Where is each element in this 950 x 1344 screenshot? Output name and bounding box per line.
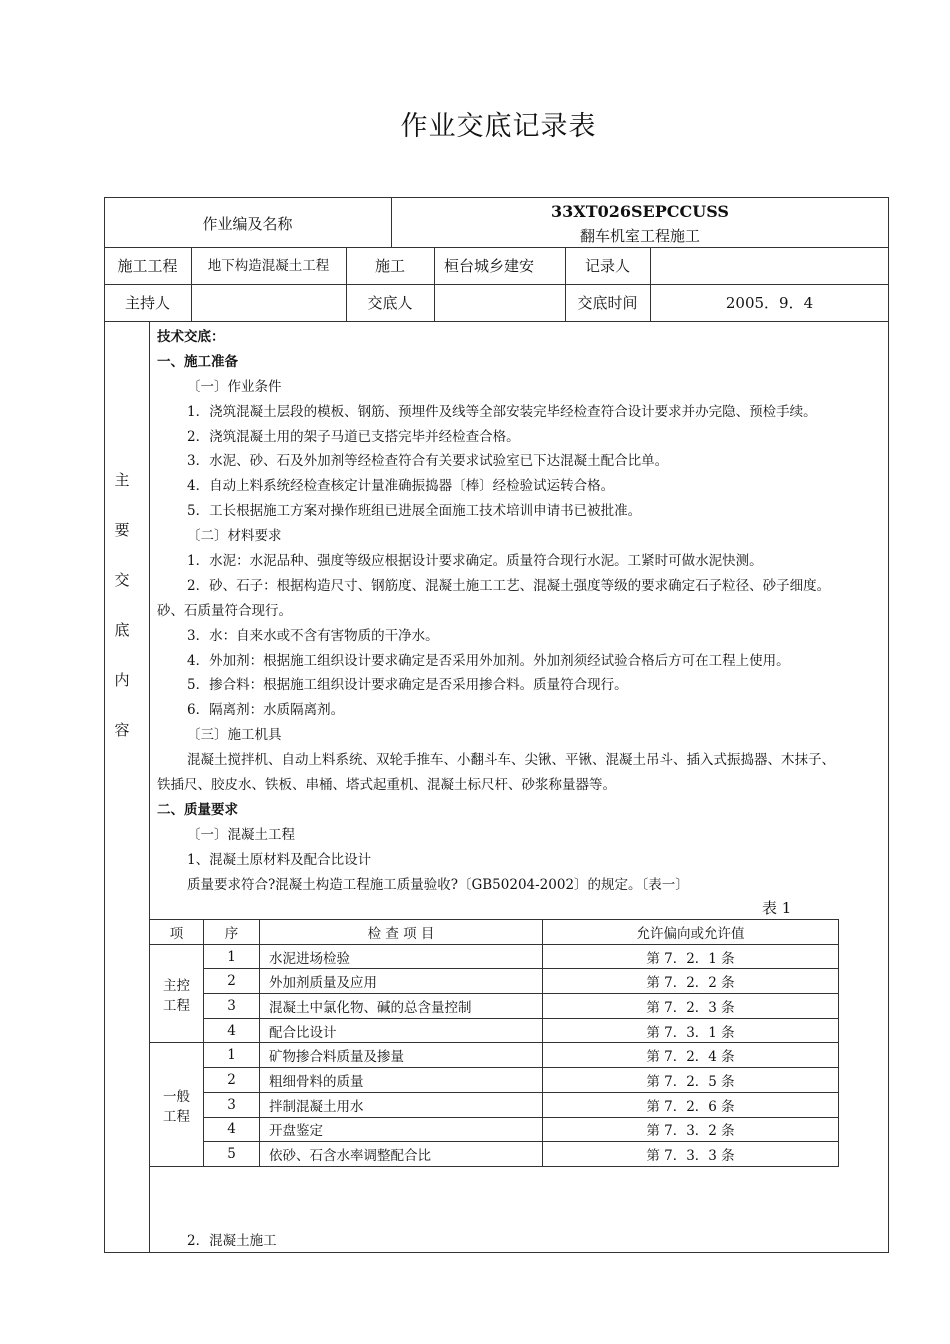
- table-row: [150, 1092, 839, 1117]
- main-content-side-label: [108, 470, 136, 770]
- content-line: 3．水泥、砂、石及外加剂等经检查符合有关要求试验室已下达混凝土配合比单。: [187, 453, 669, 470]
- row-number: 3: [204, 994, 260, 1019]
- row-item: 混凝土中氯化物、碱的总含量控制: [260, 994, 543, 1019]
- page-title: 作业交底记录表: [400, 111, 597, 142]
- table-header-row: [150, 920, 839, 945]
- table-row: [150, 969, 839, 994]
- recorder-label: 记录人: [584, 257, 630, 275]
- row-item: 拌制混凝土用水: [260, 1092, 543, 1117]
- content-line: 3．水：自来水或不含有害物质的干净水。: [187, 627, 439, 644]
- row-number: 2: [204, 1068, 260, 1093]
- table-row: [150, 1018, 839, 1043]
- subsection-heading: 〔一〕作业条件: [187, 378, 282, 395]
- content-line: 5．掺合料：根据施工组织设计要求确定是否采用掺合料。质量符合现行。: [187, 677, 628, 694]
- content-line: 2．浇筑混凝土用的架子马道已支搭完毕并经检查合格。: [187, 428, 520, 445]
- side-label-char: 容: [114, 721, 130, 739]
- subsection-heading: 〔二〕材料要求: [187, 528, 282, 545]
- content-line: 2．砂、石子：根据构造尺寸、钢筋度、混凝土施工工艺、混凝土强度等级的要求确定石子粒径、砂子细度。: [187, 577, 831, 594]
- side-label-char: 底: [114, 621, 130, 639]
- group-label-line: 工程: [163, 1108, 190, 1125]
- content-line: 4．自动上料系统经检查核定计量准确振捣器〔棒〕经检验试运转合格。: [187, 478, 615, 495]
- side-label-char: 交: [114, 571, 130, 589]
- group-label-line: 主控: [163, 977, 190, 994]
- row-item: 粗细骨料的质量: [260, 1068, 543, 1093]
- construction-label: 施工: [374, 257, 405, 275]
- content-line: 6．隔离剂：水质隔离剂。: [187, 702, 345, 719]
- row-value: 第 7．3．2 条: [543, 1117, 839, 1142]
- content-line: 质量要求符合?混凝土构造工程施工质量验收?〔GB50204-2002〕的规定。〔表一〕: [187, 876, 689, 893]
- table-row: [150, 1043, 839, 1068]
- project-label: 施工工程: [117, 257, 178, 275]
- row-number: 2: [204, 969, 260, 994]
- divider: [104, 284, 889, 285]
- row-value: 第 7．2．1 条: [543, 944, 839, 969]
- side-label-char: 要: [114, 521, 130, 539]
- content-line: 铁插尺、胶皮水、铁板、串桶、塔式起重机、混凝土标尺杆、砂浆称量器等。: [157, 777, 616, 794]
- row-number: 4: [204, 1117, 260, 1142]
- side-label-char: 内: [114, 671, 130, 689]
- section-heading: 一、施工准备: [157, 353, 238, 370]
- row-item: 矿物掺合料质量及掺量: [260, 1043, 543, 1068]
- row-value: 第 7．2．2 条: [543, 969, 839, 994]
- row-value: 第 7．2．4 条: [543, 1043, 839, 1068]
- table-caption: 表 1: [762, 899, 792, 917]
- table-header: 项: [150, 920, 204, 945]
- content-line: 4．外加剂：根据施工组织设计要求确定是否采用外加剂。外加剂须经试验合格后方可在工程上使用。: [187, 652, 790, 669]
- group-label-line: 工程: [163, 997, 190, 1014]
- table-row: [150, 1142, 839, 1167]
- row-number: 4: [204, 1018, 260, 1043]
- group-label-main-control: [150, 944, 204, 1043]
- section-heading: 二、质量要求: [157, 801, 238, 818]
- work-code-value: 33XT026SEPCCUSS: [551, 202, 729, 221]
- content-line: 5．工长根据施工方案对操作班组已进展全面施工技术培训申请书已被批准。: [187, 503, 642, 520]
- content-line: 1．水泥：水泥品种、强度等级应根据设计要求确定。质量符合现行水泥。工紧时可做水泥快测。: [187, 553, 763, 570]
- row-value: 第 7．2．5 条: [543, 1068, 839, 1093]
- content-line: 砂、石质量符合现行。: [157, 602, 292, 619]
- table-header: 允许偏向或允许值: [543, 920, 839, 945]
- table-row: [150, 944, 839, 969]
- time-value: 2005．9．4: [725, 294, 814, 312]
- table-row: [150, 1068, 839, 1093]
- row-value: 第 7．3．1 条: [543, 1018, 839, 1043]
- row-number: 5: [204, 1142, 260, 1167]
- project-value: 地下构造混凝土工程: [207, 258, 330, 274]
- content-line: 混凝土搅拌机、自动上料系统、双轮手推车、小翻斗车、尖锹、平锹、混凝土吊斗、插入式振捣器、木抹子、: [187, 752, 835, 769]
- row-value: 第 7．2．3 条: [543, 994, 839, 1019]
- row-item: 依砂、石含水率调整配合比: [260, 1142, 543, 1167]
- section-heading: 技术交底：: [157, 329, 225, 345]
- row-item: 配合比设计: [260, 1018, 543, 1043]
- row-item: 外加剂质量及应用: [260, 969, 543, 994]
- divider: [104, 321, 889, 322]
- row-item: 开盘鉴定: [260, 1117, 543, 1142]
- work-code-label: 作业编及名称: [202, 215, 293, 233]
- presenter-label: 交底人: [367, 294, 413, 312]
- table-header: 序: [204, 920, 260, 945]
- divider: [104, 247, 889, 248]
- row-item: 水泥进场检验: [260, 944, 543, 969]
- disclosure-content: [157, 325, 882, 897]
- subsection-heading: 〔三〕施工机具: [187, 727, 282, 744]
- divider: [434, 247, 435, 321]
- row-number: 3: [204, 1092, 260, 1117]
- table-row: [150, 1117, 839, 1142]
- group-label-line: 一般: [163, 1088, 190, 1105]
- content-line: 2．混凝土施工: [187, 1233, 277, 1249]
- construction-value: 桓台城乡建安: [444, 257, 535, 275]
- content-line: 1．浇筑混凝土层段的模板、钢筋、预埋件及线等全部安装完毕经检查符合设计要求并办完隐、预检手续。: [187, 403, 817, 420]
- host-label: 主持人: [124, 294, 170, 312]
- work-name-value: 翻车机室工程施工: [579, 227, 700, 245]
- inspection-table: [149, 919, 839, 1167]
- subsection-heading: 〔一〕混凝土工程: [187, 826, 295, 843]
- content-line: 1、混凝土原材料及配合比设计: [187, 851, 372, 868]
- row-value: 第 7．2．6 条: [543, 1092, 839, 1117]
- row-value: 第 7．3．3 条: [543, 1142, 839, 1167]
- side-label-char: 主: [114, 471, 130, 489]
- table-row: [150, 994, 839, 1019]
- group-label-general: [150, 1043, 204, 1166]
- table-header: 检 查 项 目: [260, 920, 543, 945]
- row-number: 1: [204, 1043, 260, 1068]
- row-number: 1: [204, 944, 260, 969]
- time-label: 交底时间: [577, 294, 638, 312]
